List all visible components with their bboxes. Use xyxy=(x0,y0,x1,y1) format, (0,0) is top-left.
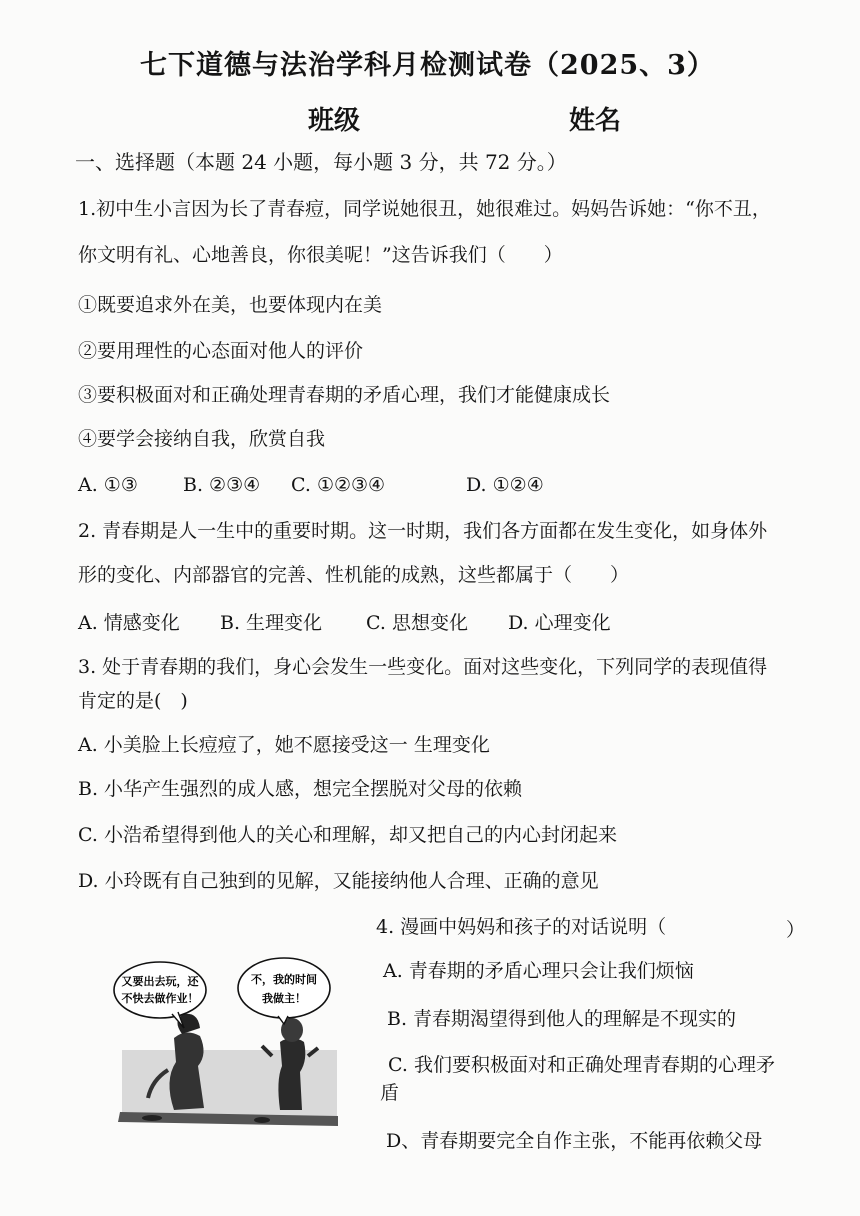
cartoon-illustration xyxy=(112,950,347,1130)
q1-option-d: D. ①②④ xyxy=(466,474,544,496)
q1-option-a: A. ①③ xyxy=(78,474,138,496)
child-bubble-line1: 不，我的时间 xyxy=(251,973,317,986)
q1-item-1: ①既要追求外在美，也要体现内在美 xyxy=(78,294,383,316)
q1-item-3: ③要积极面对和正确处理青春期的矛盾心理，我们才能健康成长 xyxy=(78,384,611,406)
q2-option-b: B. 生理变化 xyxy=(220,612,323,634)
mother-bubble-line1: 又要出去玩，还 xyxy=(121,975,199,988)
page-title: 七下道德与法治学科月检测试卷（2025、3） xyxy=(140,50,715,81)
q2-option-c: C. 思想变化 xyxy=(366,612,468,634)
q1-item-4: ④要学会接纳自我，欣赏自我 xyxy=(78,428,326,450)
q3-option-b: B. 小华产生强烈的成人感，想完全摆脱对父母的依赖 xyxy=(78,778,523,800)
q1-stem-line1: 1.初中生小言因为长了青春痘，同学说她很丑，她很难过。妈妈告诉她：“你不丑， xyxy=(78,198,771,220)
name-label: 姓名 xyxy=(569,106,622,136)
q2-stem-line1: 2. 青春期是人一生中的重要时期。这一时期，我们各方面都在发生变化，如身体外 xyxy=(78,520,768,542)
q4-stem-close: ） xyxy=(786,919,806,941)
q4-option-b: B. 青春期渴望得到他人的理解是不现实的 xyxy=(387,1008,737,1030)
cartoon-stone xyxy=(254,1117,270,1123)
child-bubble-line2: 我做主！ xyxy=(262,992,306,1005)
section-heading: 一、选择题（本题 24 小题，每小题 3 分，共 72 分。） xyxy=(75,150,567,174)
q1-item-2: ②要用理性的心态面对他人的评价 xyxy=(78,340,364,362)
q4-option-d: D、青春期要完全自作主张，不能再依赖父母 xyxy=(386,1130,763,1152)
q2-option-a: A. 情感变化 xyxy=(78,612,180,634)
q4-option-a: A. 青春期的矛盾心理只会让我们烦恼 xyxy=(383,960,694,982)
q2-stem-line2: 形的变化、内部器官的完善、性机能的成熟，这些都属于（ ） xyxy=(78,564,630,586)
class-label: 班级 xyxy=(308,106,361,136)
q1-stem-line2: 你文明有礼、心地善良，你很美呢！”这告诉我们（ ） xyxy=(78,244,563,266)
q2-option-d: D. 心理变化 xyxy=(508,612,611,634)
cartoon-stone xyxy=(142,1115,162,1121)
q3-stem-line1: 3. 处于青春期的我们，身心会发生一些变化。面对这些变化，下列同学的表现值得 xyxy=(78,656,768,678)
q4-stem: 4. 漫画中妈妈和孩子的对话说明（ xyxy=(376,916,667,938)
q3-option-a: A. 小美脸上长痘痘了，她不愿接受这一 生理变化 xyxy=(78,734,490,756)
q1-option-b: B. ②③④ xyxy=(183,474,261,496)
q3-option-d: D. 小玲既有自己独到的见解，又能接纳他人合理、正确的意见 xyxy=(78,870,599,892)
q3-stem-line2: 肯定的是( ) xyxy=(78,690,188,712)
mother-bubble-line2: 不快去做作业！ xyxy=(121,992,199,1005)
q3-option-c: C. 小浩希望得到他人的关心和理解，却又把自己的内心封闭起来 xyxy=(78,824,617,846)
q4-option-c: C. 我们要积极面对和正确处理青春期的心理矛 xyxy=(388,1054,775,1076)
q1-option-c: C. ①②③④ xyxy=(291,474,386,496)
q4-option-c-cont: 盾 xyxy=(380,1082,400,1104)
child-speech-bubble xyxy=(238,958,330,1024)
